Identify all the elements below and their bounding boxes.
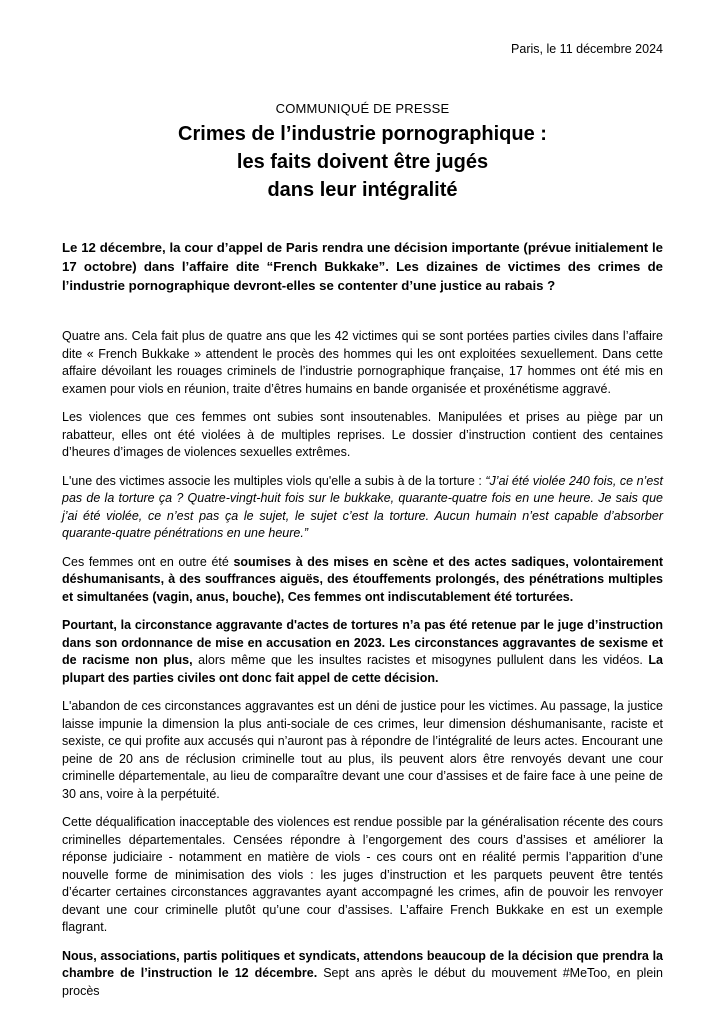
page-content (62, 0, 663, 1000)
dateline: Paris, le 11 décembre 2024 (511, 42, 663, 56)
body-paragraph-5: Pourtant, la circonstance aggravante d'actes de tortures n’a pas été retenue par le juge d’instruction dans son ordonnance de mise en accusation en 2023. Les circonstances aggravantes de sexisme et de racisme non plus, alors même que les insultes racistes et misogynes pullulent dans les vidéos. La plupart des parties civiles ont donc fait appel de cette décision. (62, 618, 664, 685)
body-paragraph-6: L'abandon de ces circonstances aggravantes est un déni de justice pour les victimes. Au passage, la justice laisse impunie la dimension la plus anti-sociale de ces crimes, leur dimension déshumanisante, raciste et sexiste, ce qui profite aux accusés qui n’auront pas à répondre de l’intégralité de leurs actes. Encourant une peine de 20 ans de réclusion criminelle tout au plus, ils peuvent alors être renvoyés devant une cour criminelle départementale, au lieu de comparaître devant une cour d’assises et de faire face à une peine de 30 ans, voire à la perpétuité. (62, 699, 663, 801)
body-paragraph-1: Quatre ans. Cela fait plus de quatre ans que les 42 victimes qui se sont portées parties civiles dans l’affaire dite « French Bukkake » attendent le procès des hommes qui les ont exploitées sexuellement. Dans cette affaire dévoilant les rouages criminels de l’industrie pornographique française, 17 hommes ont été mis en examen pour viols en réunion, traite d’êtres humains en bande organisée et proxénétisme aggravé. (62, 329, 663, 396)
lead-paragraph: Le 12 décembre, la cour d’appel de Paris rendra une décision importante (prévue initialement le 17 octobre) dans l’affaire dite “French Bukkake”. Les dizaines de victimes des crimes de l’industrie pornographique devront-elles se contenter d’une justice au rabais ? (62, 240, 663, 293)
body-paragraph-2: Les violences que ces femmes ont subies sont insoutenables. Manipulées et prises au piège par un rabatteur, elles ont été violées à de multiples reprises. Le dossier d’instruction contient des centaines d’heures d’images de violences sexuelles extrêmes. (62, 410, 663, 459)
body-text (62, 328, 663, 1000)
title-line-2: les faits doivent être jugés (236, 151, 489, 173)
title-line-3: dans leur intégralité (267, 179, 458, 201)
body-paragraph-4: Ces femmes ont en outre été soumises à des mises en scène et des actes sadiques, volontairement déshumanisants, à des souffrances aiguës, des étouffements prolongés, des pénétrations multiples et simultanées (vagin, anus, bouche), Ces femmes ont indiscutablement été torturées. (62, 554, 663, 604)
page-title (62, 120, 663, 204)
body-paragraph-3: L'une des victimes associe les multiples viols qu'elle a subis à de la torture : “J’ai été violée 240 fois, ce n’est pas de la torture ça ? Quatre-vingt-huit fois sur le bukkake, quarante-quatre fois en une heure. Je sais que j’ai été violée, ce n’est pas ça le sujet, le sujet c’est la torture. Aucun humain n’est capable d’absorber quarante-quatre pénétrations en une heure.” (62, 473, 663, 540)
body-paragraph-8: Nous, associations, partis politiques et syndicats, attendons beaucoup de la décision que prendra la chambre de l’instruction le 12 décembre. Sept ans après le début du mouvement #MeToo, en plein procès (62, 948, 663, 998)
kicker: COMMUNIQUÉ DE PRESSE (275, 101, 450, 116)
title-line-1: Crimes de l’industrie pornographique : (178, 123, 547, 145)
body-paragraph-7: Cette déqualification inacceptable des violences est rendue possible par la généralisation récente des cours criminelles départementales. Censées répondre à l’engorgement des cours d’assises et améliorer la réponse judiciaire - notamment en matière de viols - ces cours ont en réalité permis l’apparition d’une nouvelle forme de minimisation des viols : les juges d’instruction et les parquets peuvent être tentés d’écarter certaines circonstances aggravantes ayant accompagné les crimes, afin de pouvoir les renvoyer devant une cour criminelle plutôt qu’une cour d’assises. L’affaire French Bukkake en est un exemple flagrant. (62, 815, 663, 934)
